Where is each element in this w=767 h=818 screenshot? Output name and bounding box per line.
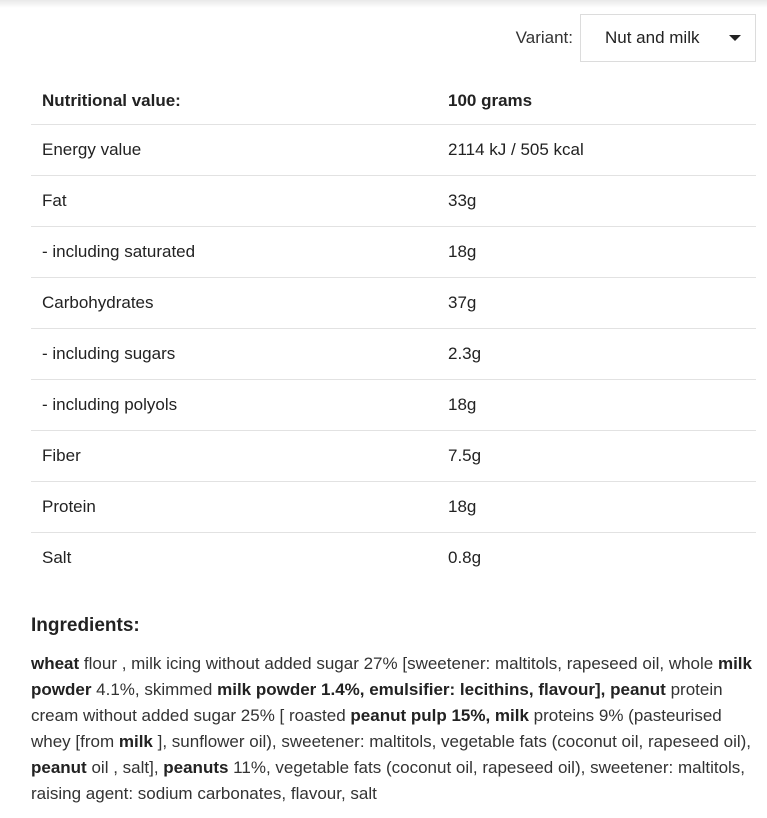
top-shadow <box>0 0 767 8</box>
ingredient-text: flour , milk icing without added sugar 27% [sweetener: maltitols, rapeseed oil, whole <box>79 654 718 673</box>
nutrition-header-row <box>31 78 756 125</box>
variant-selected-value: Nut and milk <box>605 28 700 47</box>
variant-dropdown[interactable] <box>580 14 756 62</box>
nutrient-value: 33g <box>437 176 756 227</box>
nutrient-value: 0.8g <box>448 548 482 567</box>
ingredient-text: ], sunflower oil), sweetener: maltitols, vegetable fats (coconut oil, rapeseed oil), <box>152 732 752 751</box>
ingredient-allergen: milk powder <box>31 654 752 699</box>
nutrient-value: 18g <box>437 482 756 533</box>
nutrient-value: 2114 kJ / 505 kcal <box>437 125 756 176</box>
table-row <box>31 533 756 584</box>
ingredient-allergen: peanuts <box>163 758 229 777</box>
nutrition-table <box>31 78 756 583</box>
table-row <box>31 227 756 278</box>
nutrient-value: 18g <box>437 227 756 278</box>
nutrition-header-name: Nutritional value: <box>31 78 437 125</box>
ingredient-allergen: peanut pulp 15%, milk <box>350 706 529 725</box>
ingredient-text: proteins 9% (pasteurised whey [from <box>31 706 722 751</box>
ingredient-text: 11%, vegetable fats (coconut oil, rapeseed oil), sweetener: maltitols, raising agent: sodium carbonates, flavour, salt <box>31 758 746 803</box>
ingredient-allergen: milk powder 1.4%, emulsifier: lecithins, flavour], <box>217 680 606 699</box>
nutrient-value: 2.3g <box>437 329 756 380</box>
nutrient-name: - including sugars <box>31 329 437 380</box>
table-row <box>31 125 756 176</box>
table-row <box>31 482 756 533</box>
nutrient-name: Fiber <box>31 431 437 482</box>
nutrient-name: Protein <box>31 482 437 533</box>
table-row <box>31 278 756 329</box>
nutrient-value: 37g <box>437 278 756 329</box>
nutrient-name: - including saturated <box>31 227 437 278</box>
ingredients-title: Ingredients: <box>31 615 140 636</box>
chevron-down-icon <box>729 35 741 41</box>
nutrition-header-value: 100 grams <box>437 78 756 125</box>
nutrient-name: Fat <box>31 176 437 227</box>
nutrient-name: Salt <box>42 548 72 567</box>
nutrient-name: Carbohydrates <box>31 278 437 329</box>
ingredient-allergen: milk <box>118 732 153 751</box>
nutrient-name: - including polyols <box>31 380 437 431</box>
table-row <box>31 329 756 380</box>
ingredient-text: oil , salt], <box>86 758 164 777</box>
ingredient-text: protein cream without added sugar 25% [ roasted <box>31 680 723 725</box>
nutrient-value: 7.5g <box>437 431 756 482</box>
variant-selector <box>516 14 756 62</box>
ingredient-allergen: peanut <box>31 758 87 777</box>
table-row <box>31 380 756 431</box>
ingredients-section <box>31 615 756 807</box>
table-row <box>31 176 756 227</box>
ingredients-text <box>31 651 756 807</box>
ingredient-text: 4.1%, skimmed <box>91 680 218 699</box>
ingredient-allergen: wheat <box>31 654 80 673</box>
nutrient-value: 18g <box>437 380 756 431</box>
ingredient-allergen: peanut <box>610 680 666 699</box>
variant-label: Variant: <box>515 28 573 47</box>
nutrient-name: Energy value <box>31 125 437 176</box>
table-row <box>31 431 756 482</box>
